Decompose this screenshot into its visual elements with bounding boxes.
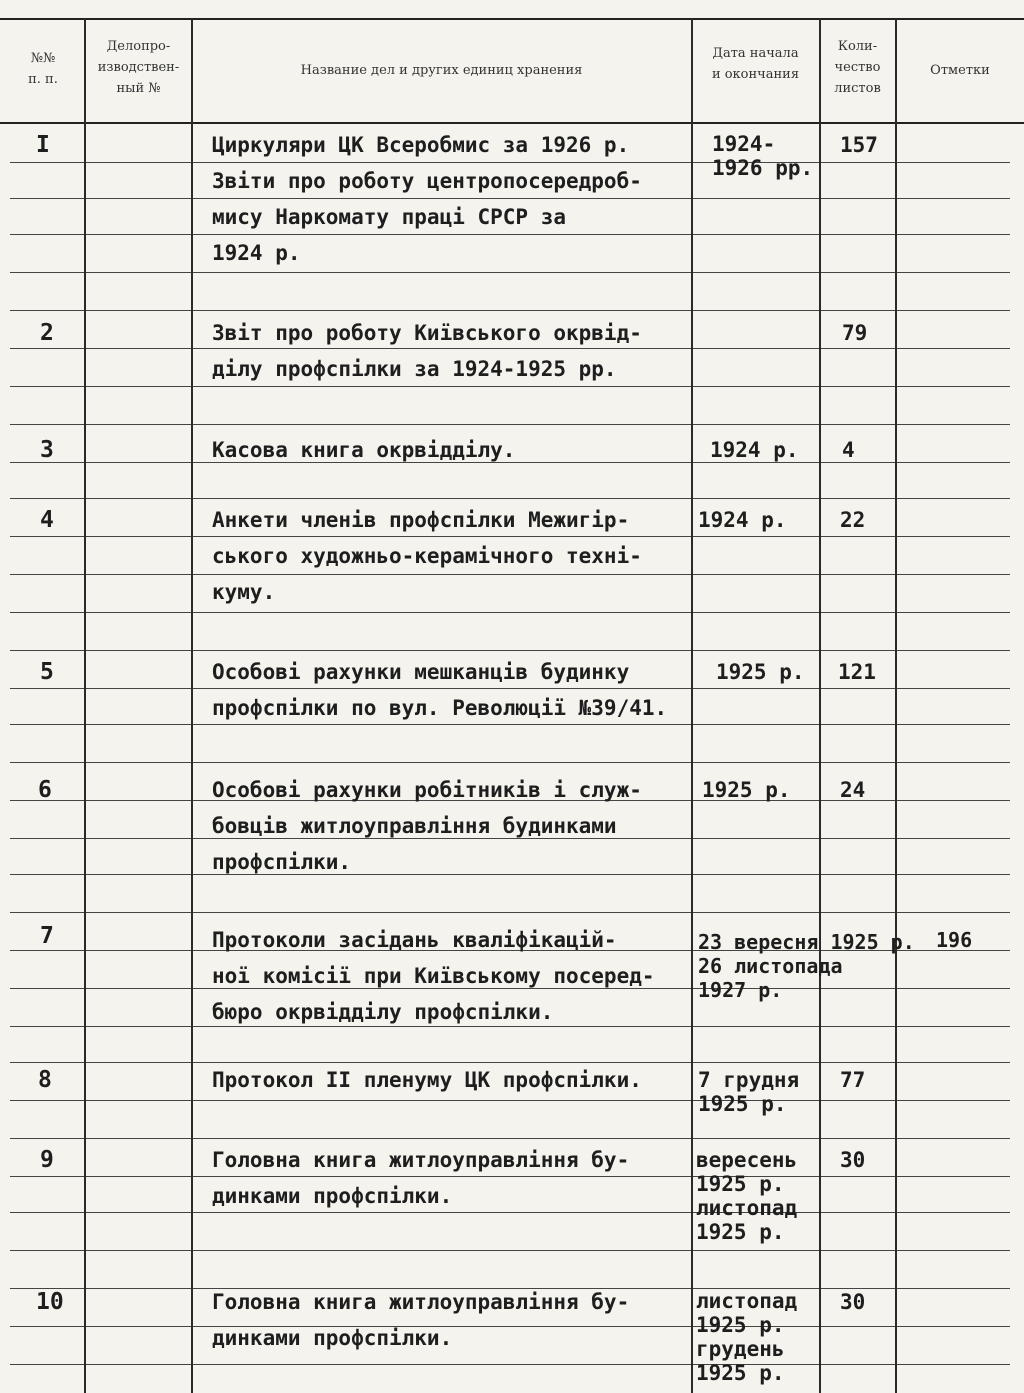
row-number: 8 <box>38 1067 52 1093</box>
row-dates: вересень 1925 р. листопад 1925 р. <box>696 1148 798 1244</box>
ruled-line <box>10 650 1010 651</box>
row-title: Головна книга житлоуправління бу- динками профспілки. <box>212 1290 630 1350</box>
ruled-line <box>10 310 1010 311</box>
row-dates: 1924 р. <box>710 438 799 462</box>
row-number: 3 <box>40 437 54 463</box>
header-office-number: Делопро- изводствен- ный № <box>97 39 180 96</box>
table-top-rule <box>0 18 1024 20</box>
row-number: 9 <box>40 1147 54 1173</box>
row-number: 7 <box>40 923 54 949</box>
row-title: Звіт про роботу Київського окрвід- ділу профспілки за 1924-1925 рр. <box>212 321 642 381</box>
ruled-line <box>10 912 1010 913</box>
row-sheet-count: 77 <box>840 1068 866 1092</box>
row-dates: 1924- 1926 рр. <box>712 132 814 180</box>
header-item-number: №№ п. п. <box>28 51 58 87</box>
row-title: Особові рахунки мешканців будинку профспілки по вул. Революції №39/41. <box>212 660 668 720</box>
ruled-line <box>10 272 1010 273</box>
row-number: I <box>36 132 50 158</box>
row-sheet-count: 30 <box>840 1148 866 1172</box>
column-divider <box>895 18 897 1393</box>
row-dates: 1925 р. <box>702 778 791 802</box>
ruled-line <box>10 612 1010 613</box>
column-divider <box>84 18 86 1393</box>
header-sheet-count: Коли- чество листов <box>834 39 881 96</box>
ruled-line <box>10 1138 1010 1139</box>
header-notes: Отметки <box>930 63 990 78</box>
column-divider <box>819 18 821 1393</box>
ruled-line <box>10 1364 1010 1365</box>
header-bottom-rule <box>0 122 1024 124</box>
row-sheet-count: 30 <box>840 1290 866 1314</box>
row-number: 4 <box>40 507 54 533</box>
row-dates: 1925 р. <box>716 660 805 684</box>
header-dates: Дата начала и окончания <box>711 46 800 82</box>
row-number: 5 <box>40 659 54 685</box>
row-dates: 23 вересня 1925 р. 26 листопада 1927 р. <box>698 930 915 1002</box>
column-divider <box>691 18 693 1393</box>
row-dates: 1924 р. <box>698 508 787 532</box>
row-sheet-count: 79 <box>842 321 868 345</box>
row-number: 10 <box>36 1289 64 1315</box>
row-dates: листопад 1925 р. грудень 1925 р. <box>696 1289 798 1385</box>
row-sheet-count: 157 <box>840 133 878 157</box>
column-divider <box>191 18 193 1393</box>
row-sheet-count: 121 <box>838 660 876 684</box>
row-sheet-count: 196 <box>936 928 973 952</box>
row-title: Головна книга житлоуправління бу- динками профспілки. <box>212 1148 630 1208</box>
row-sheet-count: 24 <box>840 778 866 802</box>
row-title: Анкети членів профспілки Межигір- ського художньо-керамічного техні- куму. <box>212 508 642 604</box>
row-sheet-count: 22 <box>840 508 866 532</box>
row-title: Протоколи засідань кваліфікацій- ної комісії при Київському посеред- бюро окрвідділу профспілки. <box>212 928 655 1024</box>
row-title: Циркуляри ЦК Всеробмис за 1926 р. Звіти про роботу центропосередроб- мису Наркомату праці СРСР за 1924 р. <box>212 133 642 265</box>
row-title: Протокол II пленуму ЦК профспілки. <box>212 1068 642 1092</box>
row-number: 6 <box>38 777 52 803</box>
row-dates: 7 грудня 1925 р. <box>698 1068 800 1116</box>
row-title: Особові рахунки робітників і служ- бовців житлоуправління будинками профспілки. <box>212 778 642 874</box>
ruled-line <box>10 498 1010 499</box>
ruled-line <box>10 762 1010 763</box>
ruled-line <box>10 1100 1010 1101</box>
row-title: Касова книга окрвідділу. <box>212 438 516 462</box>
row-sheet-count: 4 <box>842 438 855 462</box>
header-title: Название дел и других единиц хранения <box>300 63 583 78</box>
ruled-line <box>10 1250 1010 1251</box>
ruled-line <box>10 424 1010 425</box>
row-number: 2 <box>40 320 54 346</box>
